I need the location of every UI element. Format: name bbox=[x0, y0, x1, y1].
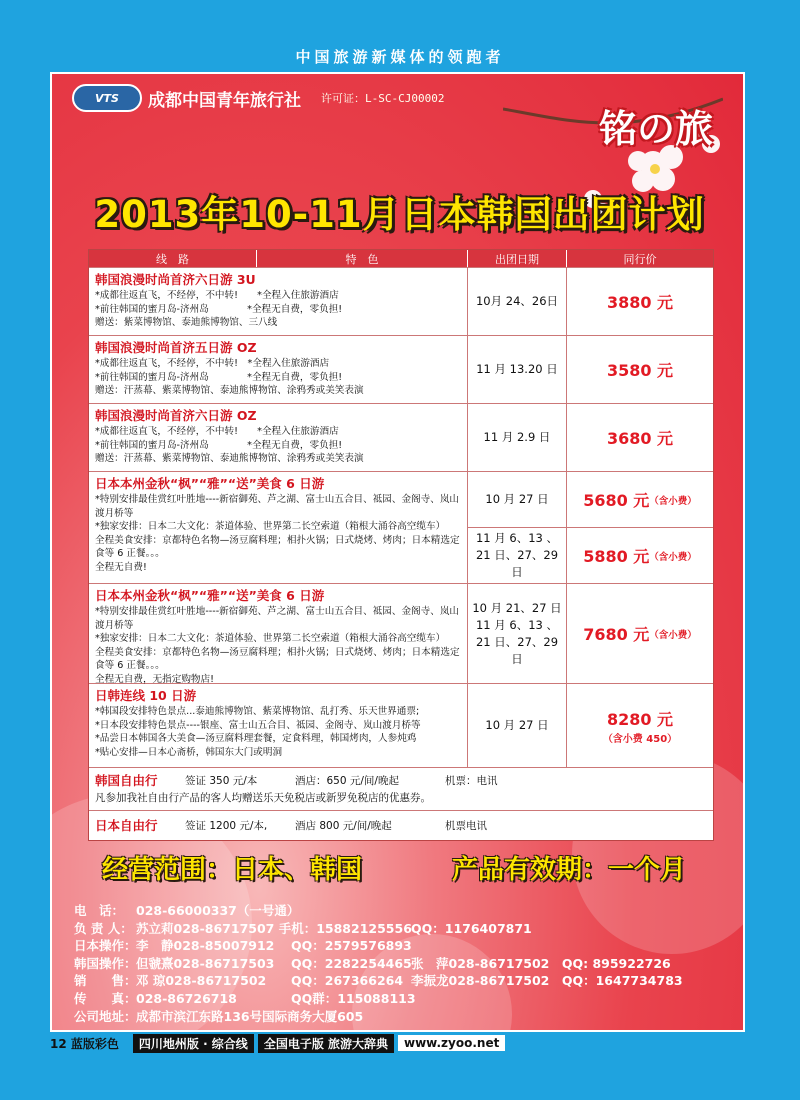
feature-line: 全程无自费，无指定购物店! bbox=[95, 673, 214, 685]
route-name: 韩国浪漫时尚首济六日游 OZ bbox=[95, 408, 257, 423]
feature-line: 赠送：汗蒸幕、紫菜博物馆、泰迪熊博物馆、涂鸦秀或美笑表演 bbox=[95, 453, 364, 464]
tour-table bbox=[88, 249, 714, 841]
ticket-info: 机票电讯 bbox=[445, 819, 487, 832]
feature-line: *日本段安排特色景点----银座、富士山五合目、祗园、金阁寺、岚山渡月桥等 bbox=[95, 719, 421, 731]
tip-note: （含小费） bbox=[649, 629, 697, 641]
contact-label: 负 责 人： bbox=[74, 920, 133, 936]
feature-line: 全程美食安排：京都特色名物—汤豆腐料理；相扑火锅；日式烧烤、烤肉；日本精选定食等 6 正餐。。。 bbox=[95, 646, 460, 671]
feature-line: *品尝日本韩国各大美食—汤豆腐料理套餐，定食料理，韩国烤肉，人参炖鸡 bbox=[95, 733, 417, 744]
feature-line: 全程美食安排：京都特色名物—汤豆腐料理；相扑火锅；日式烧烤、烤肉；日本精选定食等 6 正餐。。。 bbox=[95, 534, 460, 559]
contact-line bbox=[74, 990, 683, 1008]
table-row bbox=[89, 583, 713, 683]
table-row bbox=[89, 403, 713, 471]
hotel-price: 酒店：650 元/间/晚起 bbox=[295, 775, 399, 787]
feature-line: *成都往返直飞，不经停，不中转! *全程入住旅游酒店 bbox=[95, 290, 339, 301]
page-number: 12 蓝版彩色 bbox=[50, 1036, 119, 1051]
contact-value: 028-86726718 bbox=[136, 990, 237, 1006]
contact-line bbox=[74, 955, 683, 973]
table-row bbox=[89, 767, 713, 810]
brand-slogan: 铭の旅 bbox=[598, 107, 713, 151]
column-header: 同行价 bbox=[623, 252, 657, 266]
business-scope: 经营范围：日本、韩国 bbox=[102, 855, 363, 885]
table-row bbox=[89, 335, 713, 403]
hotel-price: 酒店 800 元/间/晚起 bbox=[295, 819, 392, 832]
company-name: 成都中国青年旅行社 bbox=[148, 90, 301, 111]
contact-value: 但虢熹028-86717503 bbox=[136, 955, 275, 971]
table-row bbox=[89, 471, 713, 583]
column-header: 特 色 bbox=[257, 250, 468, 267]
route-name: 日本本州金秋“枫”“雅”“送”美食 6 日游 bbox=[95, 476, 325, 491]
brand bbox=[72, 84, 444, 112]
table-header bbox=[89, 250, 713, 267]
departure-date: 10月 24、26日 bbox=[468, 268, 567, 335]
route-name: 韩国浪漫时尚首济五日游 OZ bbox=[95, 340, 257, 355]
page-title: 2013年10-11月日本韩国出团计划 bbox=[94, 193, 705, 236]
ticket-info: 机票：电讯 bbox=[445, 775, 498, 787]
validity-period: 产品有效期：一个月 bbox=[452, 855, 687, 885]
contact-label: 传 真： bbox=[74, 990, 137, 1006]
contact-value: 邓 琼028-86717502 bbox=[136, 973, 267, 989]
departure-date: 10 月 27 日 bbox=[468, 684, 567, 767]
promo-note: 凡参加我社自由行产品的客人均赠送乐天免税店或新罗免税店的优惠券。 bbox=[95, 792, 431, 804]
column-header: 线 路 bbox=[89, 250, 257, 267]
price: 8280 元 bbox=[606, 709, 674, 729]
contact-extra: 李振龙028-86717502 QQ：1647734783 bbox=[411, 973, 683, 989]
price: 3580 元 bbox=[606, 361, 674, 380]
departure-date: 11 月 2.9 日 bbox=[468, 404, 567, 471]
route-name: 日本本州金秋“枫”“雅”“送”美食 6 日游 bbox=[95, 588, 325, 603]
feature-line: *前往韩国的蜜月岛-济州岛 *全程无自费，零负担! bbox=[95, 371, 343, 383]
contact-value: 李 静028-85007912 bbox=[136, 938, 275, 954]
contact-address: 成都市滨江东路136号国际商务大厦605 bbox=[136, 1008, 364, 1024]
contact-qq: QQ：2579576893 bbox=[291, 938, 412, 954]
contact-line bbox=[74, 902, 683, 920]
route-name: 日韩连线 10 日游 bbox=[95, 688, 197, 703]
route-name: 韩国浪漫时尚首济六日游 3U bbox=[95, 272, 256, 287]
contact-line bbox=[74, 937, 683, 955]
company-logo: VTS bbox=[72, 84, 142, 112]
table-row bbox=[89, 267, 713, 335]
table-row bbox=[89, 810, 713, 840]
tip-note: （含小费） bbox=[649, 495, 697, 507]
departure-date: 10 月 27 日 bbox=[468, 472, 567, 527]
feature-line: *特别安排最佳赏红叶胜地----新宿御苑、芦之湖、富士山五合目、祗园、金阁寺、岚山渡月桥等 bbox=[95, 494, 460, 519]
contact-extra: 张 萍028-86717502 QQ: 895922726 bbox=[411, 955, 671, 971]
contact-label: 日本操作： bbox=[74, 938, 137, 954]
visa-price: 签证 1200 元/本, bbox=[185, 819, 268, 832]
feature-line: *韩国段安排特色景点...泰迪熊博物馆、紫菜博物馆、乱打秀、乐天世界通票; bbox=[95, 706, 420, 717]
contact-value: 苏立莉028-86717507 手机：15882125556 bbox=[136, 920, 412, 936]
contact-label: 电 话： bbox=[74, 903, 125, 918]
contact-list bbox=[74, 902, 683, 1025]
price: 3880 元 bbox=[606, 293, 674, 312]
price: 5680 元 bbox=[583, 491, 650, 510]
contact-value: 028-66000337（一号通） bbox=[136, 903, 300, 918]
contact-line bbox=[74, 972, 683, 990]
price: 3680 元 bbox=[606, 429, 674, 448]
departure-date: 11 月 6、13 、21 日、27、29 日 bbox=[468, 528, 567, 583]
route-name: 韩国自由行 bbox=[95, 773, 158, 788]
contact-label: 韩国操作： bbox=[74, 955, 137, 971]
price: 7680 元 bbox=[583, 625, 650, 644]
website-link[interactable]: www.zyoo.net bbox=[398, 1035, 505, 1051]
feature-line: 全程无自费! bbox=[95, 561, 147, 573]
contact-label: 公司地址： bbox=[74, 1008, 137, 1024]
contact-qq: QQ：1176407871 bbox=[411, 920, 532, 936]
feature-line: 赠送：汗蒸幕、紫菜博物馆、泰迪熊博物馆、涂鸦秀或美笑表演 bbox=[95, 385, 364, 396]
column-header: 出团日期 bbox=[468, 250, 567, 267]
feature-line: *独家安排：日本二大文化：茶道体验、世界第二长空索道（箱根大涌谷高空缆车） bbox=[95, 633, 446, 644]
contact-line bbox=[74, 920, 683, 938]
tip-note: （含小费） bbox=[649, 551, 697, 563]
contact-label: 销 售： bbox=[74, 973, 137, 989]
section-label: 四川地州版 · 综合线 bbox=[133, 1034, 254, 1053]
feature-line: *独家安排：日本二大文化：茶道体验、世界第二长空索道（箱根大涌谷高空缆车） bbox=[95, 521, 446, 532]
contact-qq: QQ：267366264 bbox=[291, 973, 404, 989]
table-row bbox=[89, 683, 713, 767]
price: 5880 元 bbox=[583, 547, 650, 566]
route-name: 日本自由行 bbox=[95, 817, 158, 833]
poster bbox=[50, 72, 745, 1032]
contact-qq: QQ群：115088113 bbox=[291, 990, 416, 1006]
feature-line: 赠送：紫菜博物馆、泰迪熊博物馆、三八线 bbox=[95, 317, 278, 328]
edition-label: 全国电子版 旅游大辞典 bbox=[258, 1034, 394, 1053]
feature-line: *成都往返直飞，不经停，不中转! *全程入住旅游酒店 bbox=[95, 358, 330, 369]
departure-date: 11 月 13.20 日 bbox=[468, 336, 567, 403]
visa-price: 签证 350 元/本 bbox=[185, 775, 258, 787]
slogan: 中国旅游新媒体的领跑者 bbox=[295, 48, 505, 66]
license-number: 许可证：L-SC-CJ00002 bbox=[321, 92, 445, 105]
tip-note: （含小费 450） bbox=[602, 733, 678, 745]
feature-line: *前往韩国的蜜月岛-济州岛 *全程无自费，零负担! bbox=[95, 303, 343, 315]
page-footer bbox=[50, 1033, 745, 1053]
departure-date: 10 月 21、27 日 11 月 6、13 、21 日、27、29 日 bbox=[468, 584, 567, 683]
contact-qq: QQ：2282254465 bbox=[291, 955, 412, 971]
contact-line bbox=[74, 1008, 683, 1026]
feature-line: *成都往返直飞，不经停，不中转! *全程入住旅游酒店 bbox=[95, 426, 339, 437]
feature-line: *前往韩国的蜜月岛-济州岛 *全程无自费，零负担! bbox=[95, 439, 343, 451]
feature-line: *特别安排最佳赏红叶胜地----新宿御苑、芦之湖、富士山五合目、祗园、金阁寺、岚山渡月桥等 bbox=[95, 606, 460, 631]
feature-line: *贴心安排—日本心斋桥，韩国东大门或明洞 bbox=[95, 746, 283, 758]
